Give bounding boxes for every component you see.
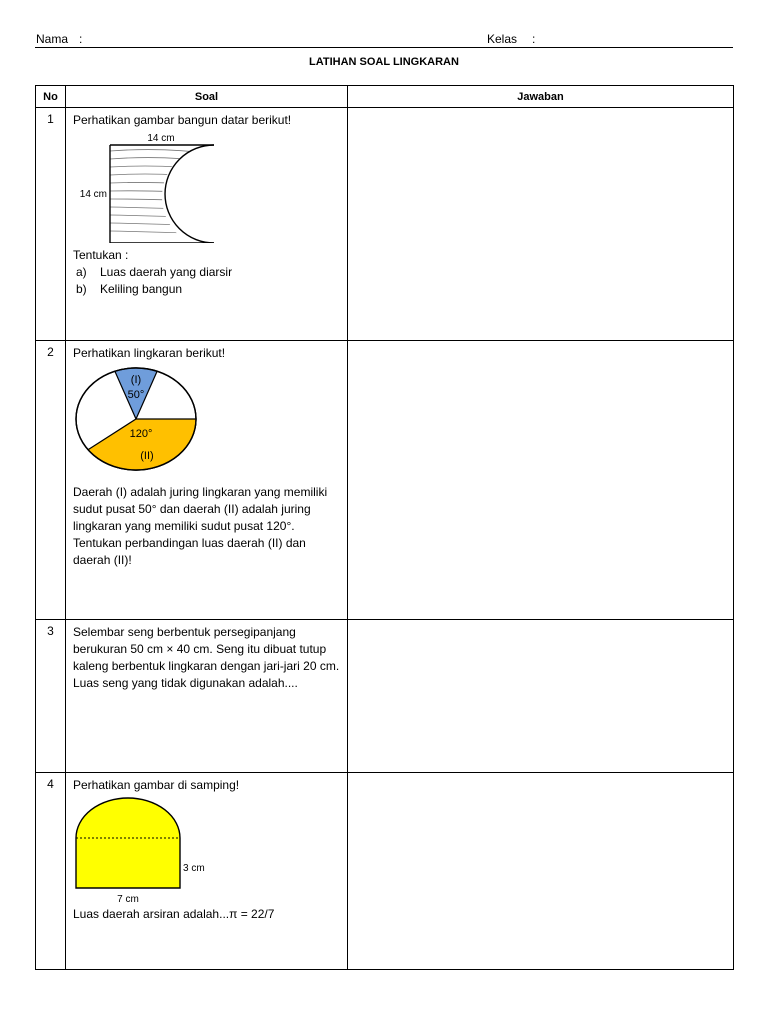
sector-i-angle: 50° [127, 389, 145, 401]
question-row-2 [36, 341, 734, 620]
kelas-label: Kelas [487, 32, 518, 46]
question-intro: Perhatikan lingkaran berikut! [73, 346, 226, 360]
col-header-jawaban: Jawaban [348, 86, 734, 108]
page-title: LATIHAN SOAL LINGKARAN [309, 56, 459, 68]
sector-ii-angle: 120° [129, 428, 153, 440]
height-label: 3 cm [183, 863, 205, 874]
question-prompt: Tentukan : [73, 248, 129, 262]
option-a: a) Luas daerah yang diarsir [76, 265, 233, 279]
question-body: Daerah (I) adalah juring lingkaran yang memiliki sudut pusat 50° dan daerah (II) adalah juring lingkaran yang memiliki sudut pusat 120°. Tentukan perbandingan luas daerah (II) dan daerah (II)! [73, 485, 328, 567]
question-soal-cell [66, 620, 348, 773]
question-row-1 [36, 108, 734, 341]
question-soal-cell [66, 773, 348, 970]
hatch-lines [110, 150, 214, 234]
option-b: b) Keliling bangun [76, 282, 183, 296]
question-intro: Perhatikan gambar di samping! [73, 778, 240, 792]
col-header-soal: Soal [66, 86, 348, 108]
question-row-4 [36, 773, 734, 970]
question-number: 1 [36, 108, 66, 341]
answer-cell[interactable] [348, 108, 734, 341]
header-underline [35, 47, 733, 48]
side-length-label: 14 cm [79, 189, 107, 200]
question-body: Selembar seng berbentuk persegipanjang berukuran 50 cm × 40 cm. Seng itu dibuat tutup kaleng berbentuk lingkaran dengan jari-jari 20 cm. Luas seng yang tidak digunakan adalah.... [73, 625, 340, 690]
circle-sectors-figure [73, 364, 203, 472]
question-body: Luas daerah arsiran adalah...π = 22/7 [73, 907, 275, 921]
question-row-3 [36, 620, 734, 773]
question-number: 2 [36, 341, 66, 620]
question-soal-cell [66, 108, 348, 341]
nama-colon: : [79, 32, 83, 46]
answer-cell[interactable] [348, 620, 734, 773]
col-header-no: No [36, 86, 66, 108]
sector-i-label: (I) [130, 374, 142, 386]
nama-label: Nama [36, 32, 69, 46]
semicircle-cutout [165, 145, 214, 243]
shaded-square-figure [73, 131, 233, 243]
question-number: 3 [36, 620, 66, 773]
question-table [35, 85, 734, 970]
question-intro: Perhatikan gambar bangun datar berikut! [73, 113, 292, 127]
width-label: 7 cm [117, 894, 139, 905]
shaded-shape [76, 798, 180, 888]
top-length-label: 14 cm [147, 133, 175, 144]
answer-cell[interactable] [348, 341, 734, 620]
sector-ii-label: (II) [140, 450, 154, 462]
kelas-colon: : [532, 32, 536, 46]
options-list [73, 264, 341, 298]
question-number: 4 [36, 773, 66, 970]
table-header-row [36, 86, 734, 108]
rect-semicircle-figure [73, 796, 223, 906]
answer-cell[interactable] [348, 773, 734, 970]
question-soal-cell [66, 341, 348, 620]
